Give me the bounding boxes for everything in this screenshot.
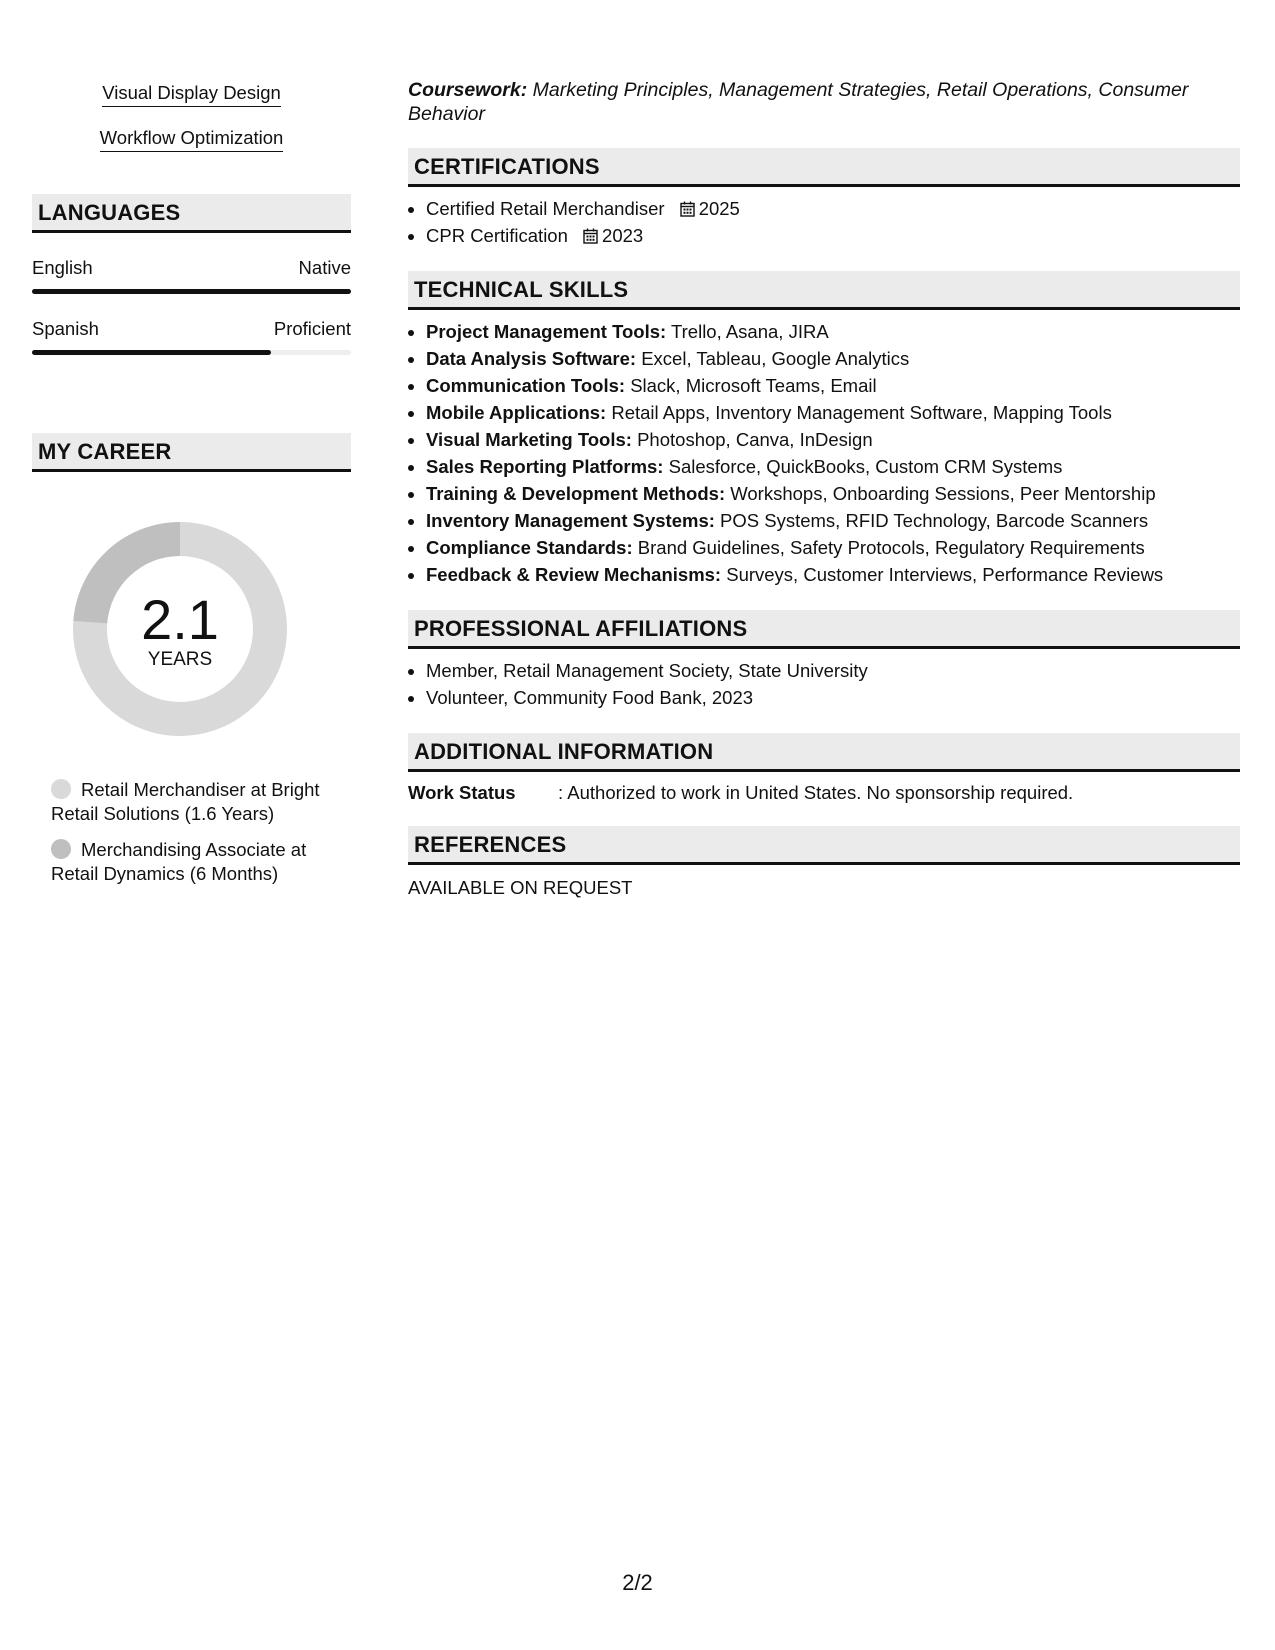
skill-label: Sales Reporting Platforms:: [426, 456, 664, 477]
calendar-icon: [583, 228, 598, 244]
skill-link[interactable]: Workflow Optimization: [100, 127, 284, 152]
skill-label: Project Management Tools:: [426, 321, 667, 342]
coursework-text: Marketing Principles, Management Strategies, Retail Operations, Consumer Behavior: [408, 79, 1189, 125]
technical-skills-heading: TECHNICAL SKILLS: [408, 271, 1240, 310]
legend-dot-icon: [51, 839, 71, 859]
coursework: [408, 78, 1240, 126]
references-text: AVAILABLE ON REQUEST: [408, 877, 633, 898]
certifications-heading: CERTIFICATIONS: [408, 148, 1240, 187]
language-level: Proficient: [273, 318, 351, 339]
references-heading: REFERENCES: [408, 826, 1240, 865]
language-proficiency-bar: [32, 289, 351, 294]
career-legend-text: Merchandising Associate at Retail Dynamics (6 Months): [51, 839, 307, 884]
skill-label: Communication Tools:: [426, 375, 626, 396]
affiliation-item: • Volunteer, Community Food Bank, 2023: [426, 684, 1240, 711]
affiliations-list: [408, 657, 1240, 711]
technical-skills-list: [408, 318, 1240, 588]
skill-value: Excel, Tableau, Google Analytics: [641, 348, 910, 369]
language-proficiency-fill: [32, 350, 271, 355]
technical-skill-item: [426, 318, 1240, 345]
languages-heading: LANGUAGES: [32, 194, 351, 233]
skill-value: Brand Guidelines, Safety Protocols, Regulatory Requirements: [637, 537, 1145, 558]
skill-label: Visual Marketing Tools:: [426, 429, 632, 450]
page-number: 2/2: [622, 1570, 653, 1595]
certification-item: [426, 195, 1240, 222]
right-column: [408, 78, 1240, 899]
career-legend-item: [51, 838, 341, 886]
skill-label: Inventory Management Systems:: [426, 510, 715, 531]
language-proficiency-fill: [32, 289, 351, 294]
certification-name: CPR Certification: [426, 225, 568, 246]
skill-value: Retail Apps, Inventory Management Software, Mapping Tools: [611, 402, 1112, 423]
skill-value: POS Systems, RFID Technology, Barcode Scanners: [720, 510, 1149, 531]
affiliations-heading: PROFESSIONAL AFFILIATIONS: [408, 610, 1240, 649]
technical-skill-item: [426, 534, 1240, 561]
skill-label: Compliance Standards:: [426, 537, 633, 558]
technical-skill-item: [426, 345, 1240, 372]
certification-year: 2025: [698, 198, 740, 219]
work-status-value: : Authorized to work in United States. No sponsorship required.: [558, 782, 1074, 803]
technical-skill-item: [426, 399, 1240, 426]
career-legend: [51, 778, 341, 886]
legend-dot-icon: [51, 779, 71, 799]
technical-skill-item: [426, 507, 1240, 534]
career-total-unit: YEARS: [147, 649, 213, 670]
skill-value: Salesforce, QuickBooks, Custom CRM Systems: [668, 456, 1063, 477]
career-donut-chart: [67, 516, 293, 742]
technical-skill-item: [426, 372, 1240, 399]
technical-skill-item: [426, 426, 1240, 453]
certification-year: 2023: [602, 225, 644, 246]
skill-value: Surveys, Customer Interviews, Performance Reviews: [726, 564, 1164, 585]
coursework-label: Coursework:: [408, 79, 528, 101]
skill-link[interactable]: Visual Display Design: [102, 82, 281, 107]
technical-skill-item: [426, 480, 1240, 507]
calendar-icon: [680, 201, 695, 217]
language-proficiency-bar: [32, 350, 351, 355]
certification-name: Certified Retail Merchandiser: [426, 198, 665, 219]
skill-value: Slack, Microsoft Teams, Email: [630, 375, 877, 396]
skill-label: Data Analysis Software:: [426, 348, 637, 369]
language-name: English: [32, 257, 93, 278]
work-status-label: Work Status: [408, 782, 516, 803]
skill-label: Mobile Applications:: [426, 402, 607, 423]
skill-value: Photoshop, Canva, InDesign: [637, 429, 873, 450]
affiliation-item: • Member, Retail Management Society, State University: [426, 657, 1240, 684]
skill-label: Training & Development Methods:: [426, 483, 726, 504]
technical-skill-item: [426, 561, 1240, 588]
additional-info-heading: ADDITIONAL INFORMATION: [408, 733, 1240, 772]
language-item: [32, 318, 351, 355]
technical-skill-item: [426, 453, 1240, 480]
career-legend-text: Retail Merchandiser at Bright Retail Solutions (1.6 Years): [51, 779, 320, 824]
certification-item: [426, 222, 1240, 249]
skill-value: Workshops, Onboarding Sessions, Peer Mentorship: [730, 483, 1156, 504]
language-item: [32, 257, 351, 294]
career-total-years: 2.1: [141, 588, 219, 651]
work-status-row: [408, 782, 1240, 804]
skill-label: Feedback & Review Mechanisms:: [426, 564, 722, 585]
career-legend-item: [51, 778, 341, 826]
career-heading: MY CAREER: [32, 433, 351, 472]
left-column: [32, 82, 351, 898]
language-level: Native: [298, 257, 351, 278]
language-name: Spanish: [32, 318, 99, 339]
skill-value: Trello, Asana, JIRA: [671, 321, 829, 342]
certifications-list: [408, 195, 1240, 249]
